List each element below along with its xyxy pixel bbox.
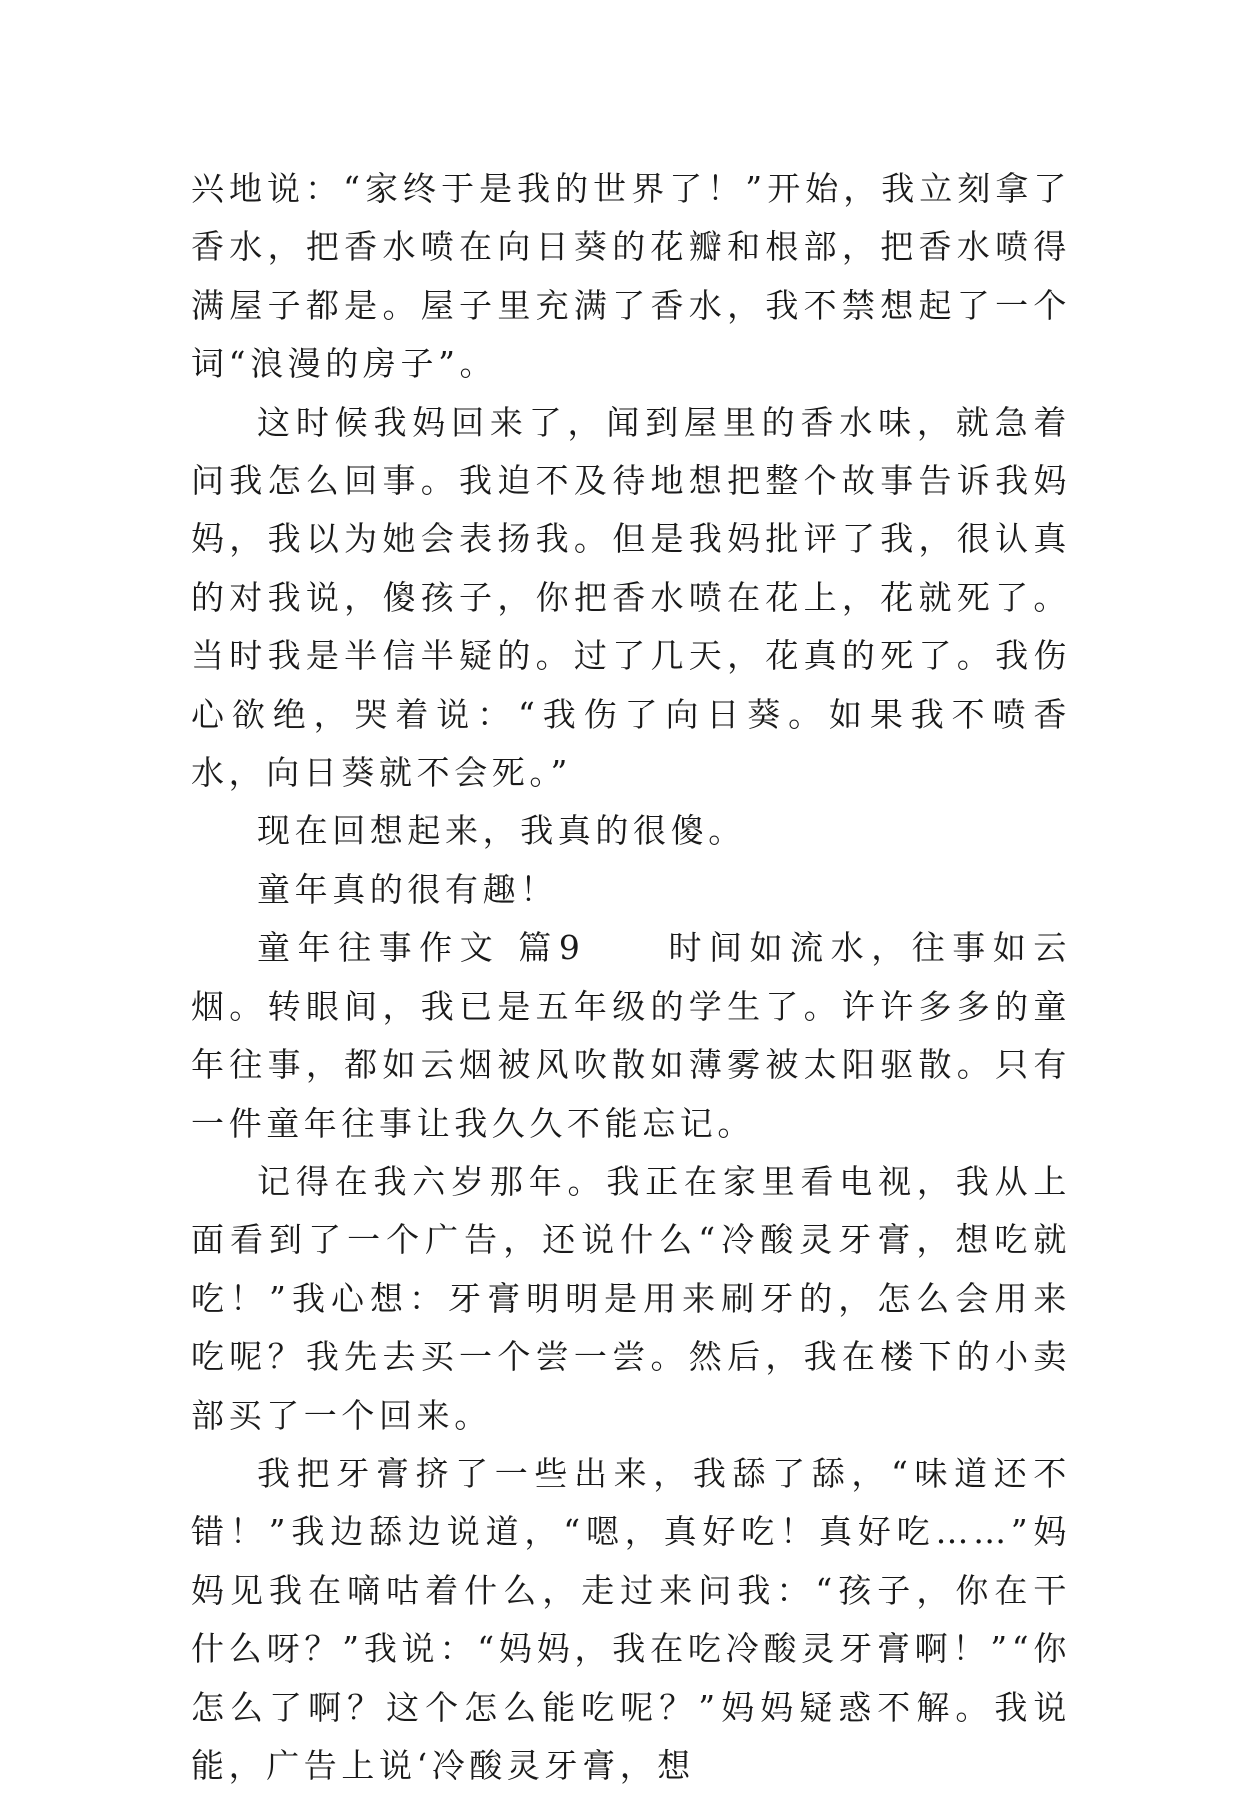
paragraph-4: 童年真的很有趣！ [257, 869, 558, 909]
paragraph-1: 兴地说：“家终于是我的世界了！”开始，我立刻拿了香水，把香水喷在向日葵的花瓣和根部，把香水喷得满屋子都是。屋子里充满了香水，我不禁想起了一个词“浪漫的房子”。 [191, 169, 1071, 384]
document-body [191, 160, 1071, 1795]
paragraph-3: 现在回想起来，我真的很傻。 [257, 811, 746, 851]
paragraph-2: 这时候我妈回来了，闻到屋里的香水味，就急着问我怎么回事。我迫不及待地想把整个故事告诉我妈妈，我以为她会表扬我。但是我妈批评了我，很认真的对我说，傻孩子，你把香水喷在花上，花就死了。当时我是半信半疑的。过了几天，花真的死了。我伤心欲绝，哭着说：“我伤了向日葵。如果我不喷香水，向日葵就不会死。” [191, 402, 1071, 793]
paragraph-6: 记得在我六岁那年。我正在家里看电视，我从上面看到了一个广告，还说什么“冷酸灵牙膏，想吃就吃！”我心想：牙膏明明是用来刷牙的，怎么会用来吃呢？我先去买一个尝一尝。然后，我在楼下的小卖部买了一个回来。 [191, 1161, 1071, 1435]
paragraph-7: 我把牙膏挤了一些出来，我舔了舔，“味道还不错！”我边舔边说道，“嗯，真好吃！真好吃……”妈妈见我在嘀咕着什么，走过来问我：“孩子，你在干什么呀？”我说：“妈妈，我在吃冷酸灵牙膏啊！”“你怎么了啊？这个怎么能吃呢？”妈妈疑惑不解。我说能，广告上说‘冷酸灵牙膏，想 [191, 1453, 1071, 1785]
paragraph-5: 童年往事作文 篇9 时间如流水，往事如云烟。转眼间，我已是五年级的学生了。许许多多的童年往事，都如云烟被风吹散如薄雾被太阳驱散。只有一件童年往事让我久久不能忘记。 [191, 928, 1071, 1143]
